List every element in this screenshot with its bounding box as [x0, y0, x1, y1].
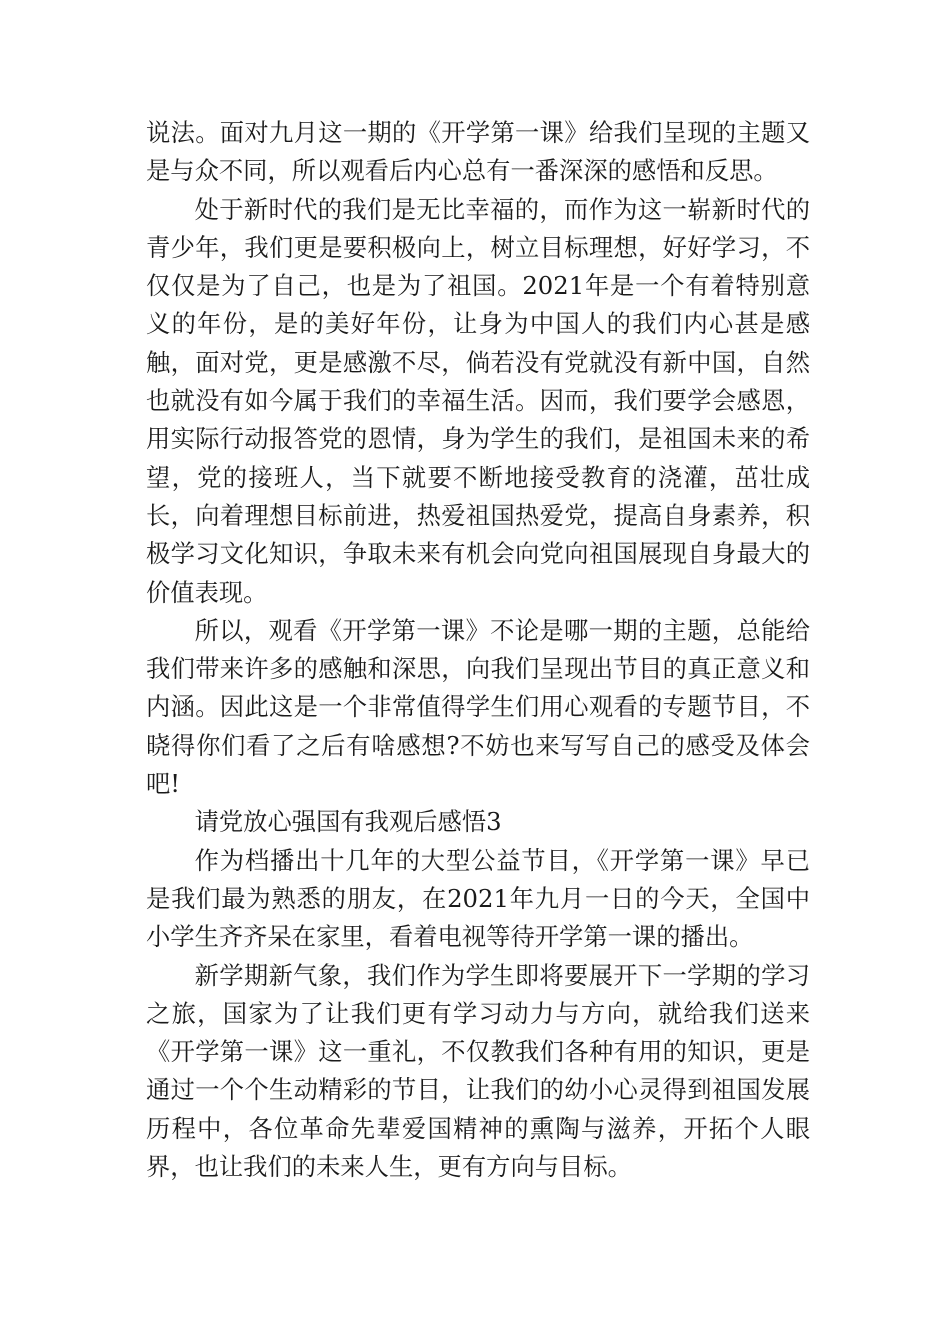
section-heading: 请党放心强国有我观后感悟3 [194, 807, 502, 837]
paragraph-conclusion: 所以，观看《开学第一课》不论是哪一期的主题，总能给我们带来许多的感触和深思，向我们呈现出节目的真正意义和内涵。因此这是一个非常值得学生们用心观看的专题节目，不晓得你们看了之后有啥感想?不妨也来写写自己的感受及体会吧! [146, 615, 810, 799]
paragraph-continuation: 说法。面对九月这一期的《开学第一课》给我们呈现的主题又是与众不同，所以观看后内心总有一番深深的感悟和反思。 [146, 118, 810, 186]
paragraph-new-semester: 新学期新气象，我们作为学生即将要展开下一学期的学习之旅，国家为了让我们更有学习动力与方向，就给我们送来《开学第一课》这一重礼，不仅教我们各种有用的知识，更是通过一个个生动精彩的节目，让我们的幼小心灵得到祖国发展历程中，各位革命先辈爱国精神的熏陶与滋养，开拓个人眼界，也让我们的未来人生，更有方向与目标。 [146, 960, 810, 1182]
document-body [146, 114, 810, 1186]
paragraph-program-intro: 作为档播出十几年的大型公益节目，《开学第一课》早已是我们最为熟悉的朋友，在2021年九月一日的今天，全国中小学生齐齐呆在家里，看着电视等待开学第一课的播出。 [146, 845, 810, 952]
paragraph-new-era: 处于新时代的我们是无比幸福的，而作为这一崭新时代的青少年，我们更是要积极向上，树立目标理想，好好学习，不仅仅是为了自己，也是为了祖国。2021年是一个有着特别意义的年份，是的美好年份，让身为中国人的我们内心甚是感触，面对党，更是感激不尽，倘若没有党就没有新中国，自然也就没有如今属于我们的幸福生活。因而，我们要学会感恩，用实际行动报答党的恩情，身为学生的我们，是祖国未来的希望，党的接班人，当下就要不断地接受教育的浇灌，茁壮成长，向着理想目标前进，热爱祖国热爱党，提高自身素养，积极学习文化知识，争取未来有机会向党向祖国展现自身最大的价值表现。 [146, 194, 810, 607]
